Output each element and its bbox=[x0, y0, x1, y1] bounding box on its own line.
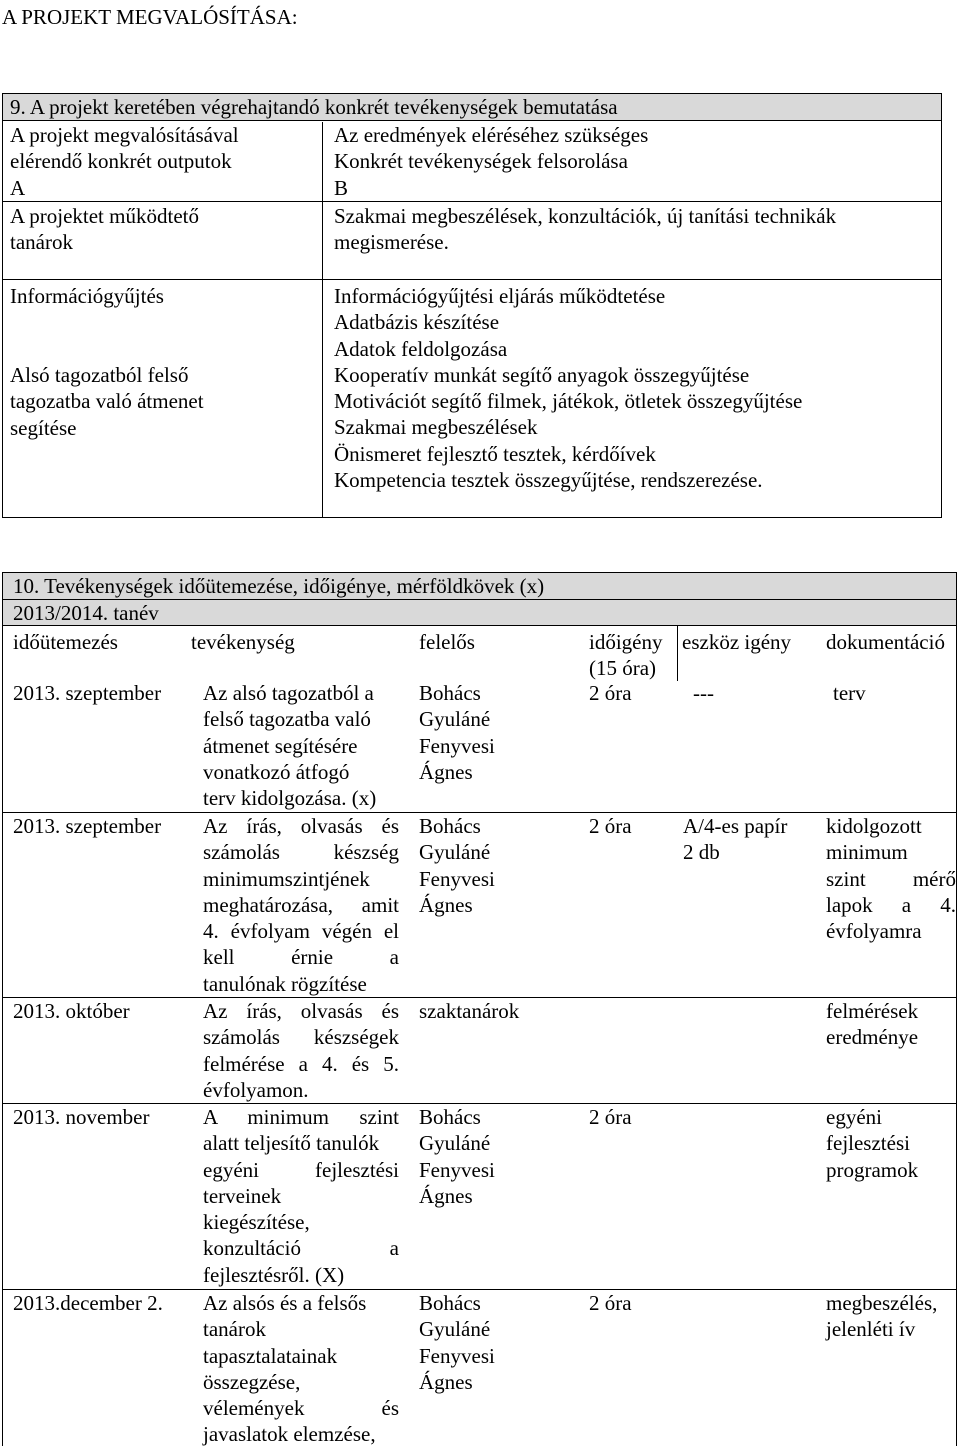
row-doc: terv bbox=[833, 681, 866, 705]
row-responsible: Bohács Gyuláné Fenyvesi Ágnes bbox=[419, 1291, 495, 1394]
col-header-tools: eszköz igény bbox=[682, 630, 792, 654]
section9-title: 9. A projekt keretében végrehajtandó konkrét tevékenységek bemutatása bbox=[3, 94, 941, 121]
col-divider bbox=[677, 626, 678, 681]
row-time: 2 óra bbox=[589, 1291, 632, 1315]
row-tools: A/4-es papír 2 db bbox=[683, 814, 788, 865]
row1-output: A projektet működtető tanárok bbox=[10, 204, 199, 255]
row-responsible: Bohács Gyuláné Fenyvesi Ágnes bbox=[419, 814, 495, 917]
row-activity: Az alsó tagozatból a felső tagozatba való átmenet segítésére vonatkozó átfogó terv kidolgozása. (x) bbox=[203, 681, 377, 811]
row-divider bbox=[3, 201, 941, 202]
row-date: 2013. szeptember bbox=[13, 681, 162, 705]
row-responsible: szaktanárok bbox=[419, 999, 520, 1023]
col-header-schedule: időütemezés bbox=[13, 630, 118, 654]
row-tools: --- bbox=[693, 681, 714, 705]
col-header-activity: tevékenység bbox=[191, 630, 295, 654]
row-date: 2013. november bbox=[13, 1105, 150, 1129]
col-header-time: időigény (15 óra) bbox=[589, 630, 663, 681]
row-responsible: Bohács Gyuláné Fenyvesi Ágnes bbox=[419, 1105, 495, 1208]
col-b-header: Az eredmények eléréséhez szükséges Konkrét tevékenységek felsorolása B bbox=[334, 123, 649, 200]
col-a-header: A projekt megvalósításával elérendő konkrét outputok A bbox=[10, 123, 239, 200]
row-activity: Az írás, olvasás és számolás készség minimumszintjének meghatározása, amit 4. évfolyam végén el kell érnie a tanulónak rögzítése bbox=[203, 814, 399, 996]
row2-activities: Információgyűjtési eljárás működtetése Adatbázis készítése Adatok feldolgozása Kooperatív munkát segítő anyagok összegyűjtése Motivációt segítő filmek, játékok, ötletek összegyűjtése Szakmai megbeszélések Önismeret fejlesztő tesztek, kérdőívek Kompetencia tesztek összegyűjtése, rendszerezése. bbox=[334, 284, 803, 493]
row-time: 2 óra bbox=[589, 1105, 632, 1129]
page-title: A PROJEKT MEGVALÓSÍTÁSA: bbox=[2, 5, 298, 29]
school-year: 2013/2014. tanév bbox=[3, 600, 956, 626]
row2-output-information: Információgyűjtés bbox=[10, 284, 164, 308]
row-divider bbox=[3, 279, 941, 280]
row-doc: kidolgozott minimum szint mérő lapok a 4. évfolyamra bbox=[826, 814, 956, 944]
row-doc: megbeszélés, jelenléti ív bbox=[826, 1291, 938, 1342]
row-date: 2013. szeptember bbox=[13, 814, 162, 838]
activities-column bbox=[324, 122, 941, 517]
row-responsible: Bohács Gyuláné Fenyvesi Ágnes bbox=[419, 681, 495, 784]
col-header-responsible: felelős bbox=[419, 630, 475, 654]
row-time: 2 óra bbox=[589, 681, 632, 705]
row-time: 2 óra bbox=[589, 814, 632, 838]
row1-activities: Szakmai megbeszélések, konzultációk, új tanítási technikák megismerése. bbox=[334, 204, 837, 255]
row-activity: Az írás, olvasás és számolás készségek felmérése a 4. és 5. évfolyamon. bbox=[203, 999, 399, 1102]
schedule-table bbox=[2, 572, 957, 1446]
row-activity: Az alsós és a felsős tanárok tapasztalatainak összegzése, vélemények és javaslatok elemzése, bbox=[203, 1291, 399, 1446]
row-activity: A minimum szint alatt teljesítő tanulók egyéni fejlesztési terveinek kiegészítése, konzultáció a fejlesztésről. (X) bbox=[203, 1105, 399, 1287]
row-date: 2013.december 2. bbox=[13, 1291, 163, 1315]
outputs-column bbox=[3, 122, 323, 517]
row-doc: felmérések eredménye bbox=[826, 999, 919, 1050]
row-doc: egyéni fejlesztési programok bbox=[826, 1105, 919, 1182]
row2-output-transition: Alsó tagozatból felső tagozatba való átmenet segítése bbox=[10, 363, 204, 440]
activities-table bbox=[2, 93, 942, 518]
row-date: 2013. október bbox=[13, 999, 130, 1023]
col-header-documentation: dokumentáció bbox=[826, 630, 945, 654]
section10-title: 10. Tevékenységek időütemezése, időigénye, mérföldkövek (x) bbox=[3, 573, 956, 600]
